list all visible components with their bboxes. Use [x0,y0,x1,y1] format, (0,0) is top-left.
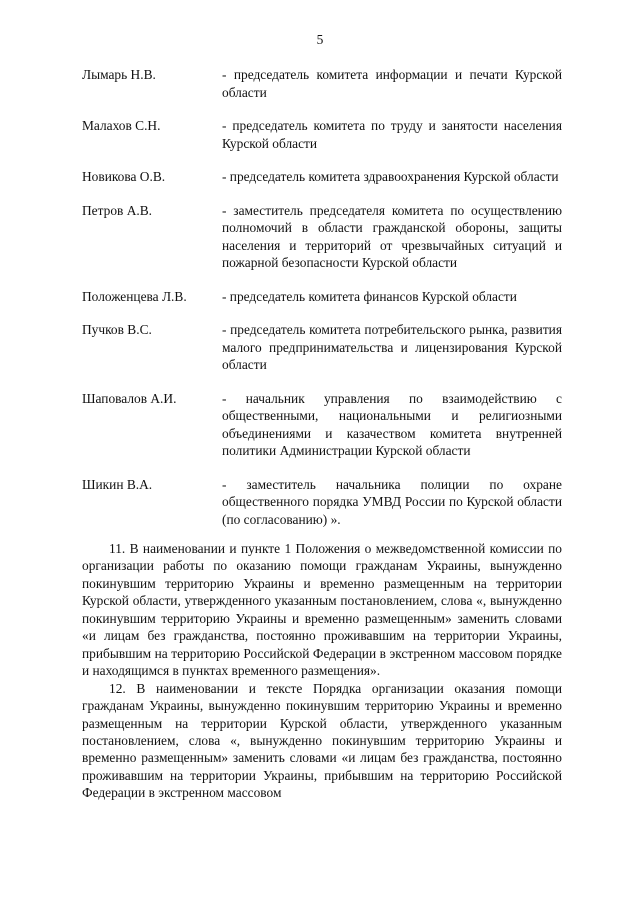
member-name: Новикова О.В. [82,169,166,184]
roster-row [82,202,562,272]
roster-row [82,288,562,306]
amendment-text [82,540,562,802]
member-position: - председатель комитета финансов Курской области [222,288,517,304]
roster-row [82,390,562,460]
member-name: Шикин В.А. [82,476,153,492]
member-position: - заместитель начальника полиции по охране общественного порядка УМВД России по Курской области (по согласованию) ». [222,476,562,527]
member-name: Шаповалов А.И. [82,390,177,406]
member-position: - председатель комитета по труду и занятости населения Курской области [222,118,562,151]
roster-row [82,321,562,374]
roster-row [82,66,562,101]
commission-roster [82,66,562,528]
member-position: - председатель комитета здравоохранения Курской области [222,169,559,184]
roster-row [82,476,562,529]
roster-row [82,168,562,186]
member-position: - председатель комитета потребительского рынка, развития малого предпринимательства и лицензирования Курской области [222,322,562,372]
member-position: - заместитель председателя комитета по осуществлению полномочий в области гражданской обороны, защиты населения и территорий от чрезвычайных ситуаций и пожарной безопасности Курской области [222,202,562,270]
member-position: - начальник управления по взаимодействию с общественными, национальными и религиозными объединениями и казачеством комитета внутренней политики Администрации Курской области [222,390,562,458]
member-name: Малахов С.Н. [82,118,161,133]
member-position: - председатель комитета информации и печати Курской области [222,67,562,100]
member-name: Положенцева Л.В. [82,288,187,304]
paragraph: 11. В наименовании и пункте 1 Положения о межведомственной комиссии по организации работы по оказанию помощи гражданам Украины, вынужденно покинувшим территорию Украины и временно размещенным на территории Курской области, утвержденного указанным постановлением, слова «, вынужденно покинувшим территорию Украины и временно размещенным» заменить словами «и лицам без гражданства, постоянно проживавшим на территории Украины, прибывшим на территорию Российской Федерации в экстренном массовом порядке и находящимся в пунктах временного размещения». [82,541,562,679]
member-name: Петров А.В. [82,202,152,218]
page-number: 5 [316,32,324,47]
member-name: Лымарь Н.В. [82,67,156,82]
roster-row [82,117,562,152]
member-name: Пучков В.С. [82,322,152,337]
paragraph: 12. В наименовании и тексте Порядка организации оказания помощи гражданам Украины, вынужденно покинувшим территорию Украины и временно размещенным на территории Курской области, утвержденного указанным постановлением, слова «, вынужденно покинувшим территорию Украины и временно размещенным» заменить словами «и лицам без гражданства, постоянно проживавшим на территории Украины, прибывшим на территорию Российской Федерации в экстренном массовом [82,680,562,801]
